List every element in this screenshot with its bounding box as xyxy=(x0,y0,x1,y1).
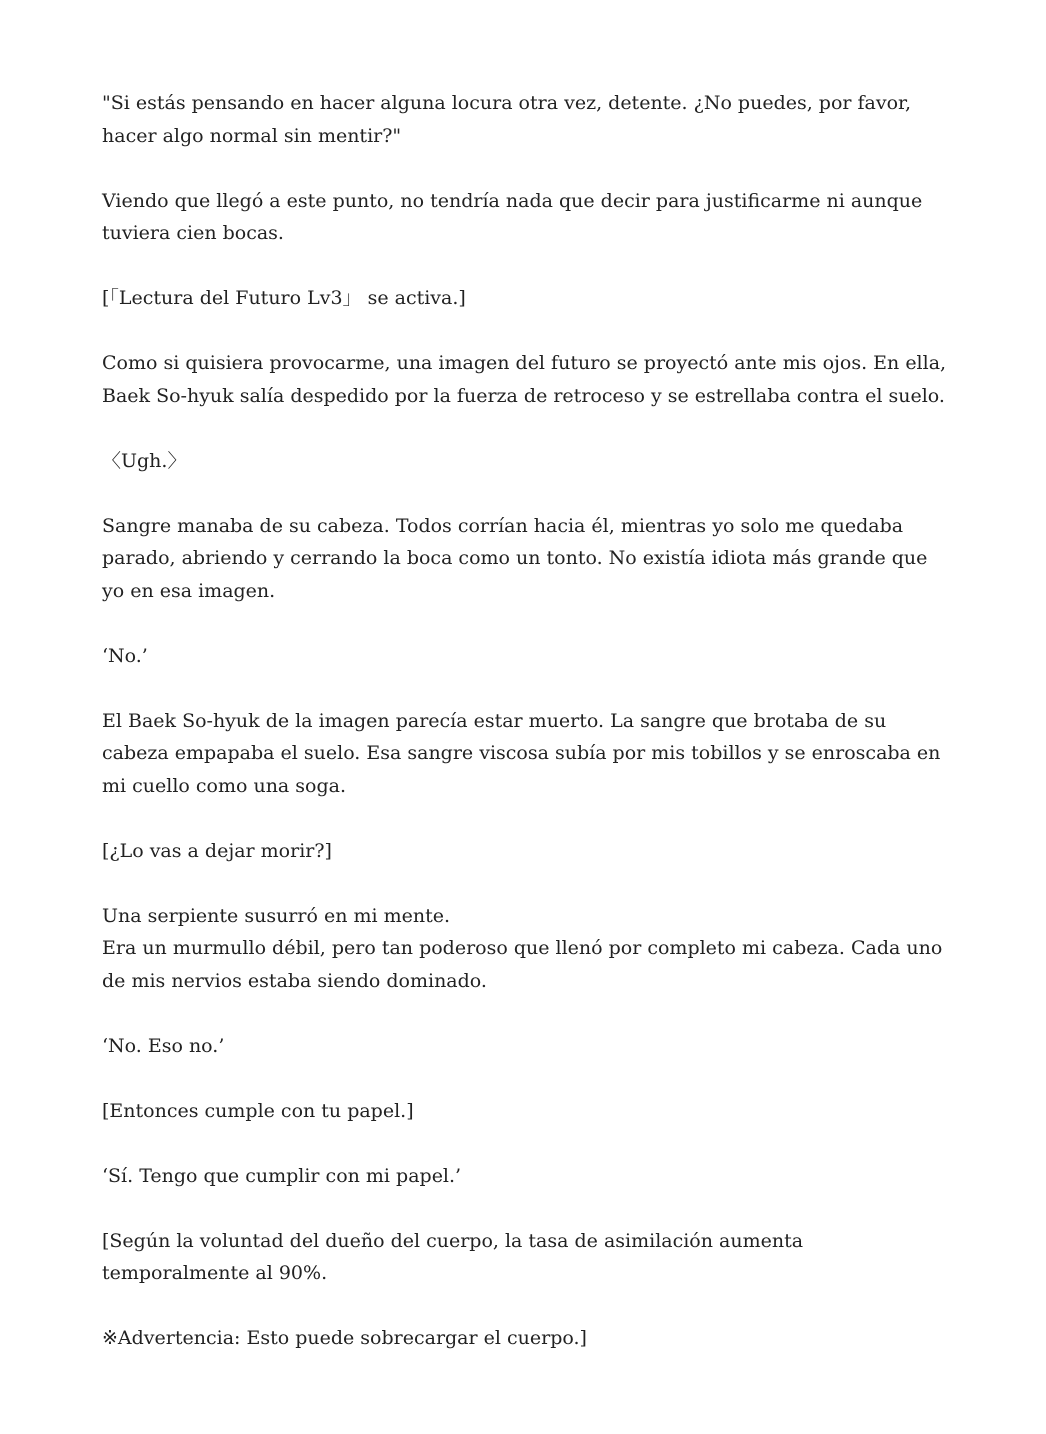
paragraph-future-vision: Como si quisiera provocarme, una imagen del futuro se proyectó ante mis ojos. En ella, Baek So-hyuk salía despedido por la fuerza de retroceso y se estrellaba contra el suelo. xyxy=(102,352,947,407)
paragraph-system-warning: ※Advertencia: Esto puede sobrecargar el cuerpo.] xyxy=(102,1327,587,1349)
paragraph-thought-no: ‘No.’ xyxy=(102,644,148,667)
paragraph-thought-not-that: ‘No. Eso no.’ xyxy=(102,1034,225,1057)
paragraph-narration-justify: Viendo que llegó a este punto, no tendría nada que decir para justificarme ni aunque tuviera cien bocas. xyxy=(102,189,923,244)
paragraph-system-skill-activation: [「Lectura del Futuro Lv3」 se activa.] xyxy=(102,287,466,309)
paragraph-dialogue-stop: "Si estás pensando en hacer alguna locura otra vez, detente. ¿No puedes, por favor, hacer algo normal sin mentir?" xyxy=(102,92,912,147)
paragraph-system-let-die: [¿Lo vas a dejar morir?] xyxy=(102,839,332,862)
paragraph-ugh: 〈Ugh.〉 xyxy=(102,449,187,472)
paragraph-serpent-whisper: Una serpiente susurró en mi mente. Era un murmullo débil, pero tan poderoso que llenó por completo mi cabeza. Cada uno de mis nervios estaba siendo dominado. xyxy=(102,904,943,992)
paragraph-thought-fulfill-role: ‘Sí. Tengo que cumplir con mi papel.’ xyxy=(102,1164,462,1187)
paragraph-dead-image: El Baek So-hyuk de la imagen parecía estar muerto. La sangre que brotaba de su cabeza empapaba el suelo. Esa sangre viscosa subía por mis tobillos y se enroscaba en mi cuello como una soga. xyxy=(102,709,941,797)
paragraph-system-assimilation: [Según la voluntad del dueño del cuerpo, la tasa de asimilación aumenta temporalmente al 90%. xyxy=(102,1229,804,1284)
paragraph-blood-vision: Sangre manaba de su cabeza. Todos corrían hacia él, mientras yo solo me quedaba parado, abriendo y cerrando la boca como un tonto. No existía idiota más grande que yo en esa imagen. xyxy=(102,514,928,602)
document-page xyxy=(102,87,952,1355)
paragraph-system-fulfill-role: [Entonces cumple con tu papel.] xyxy=(102,1099,414,1122)
